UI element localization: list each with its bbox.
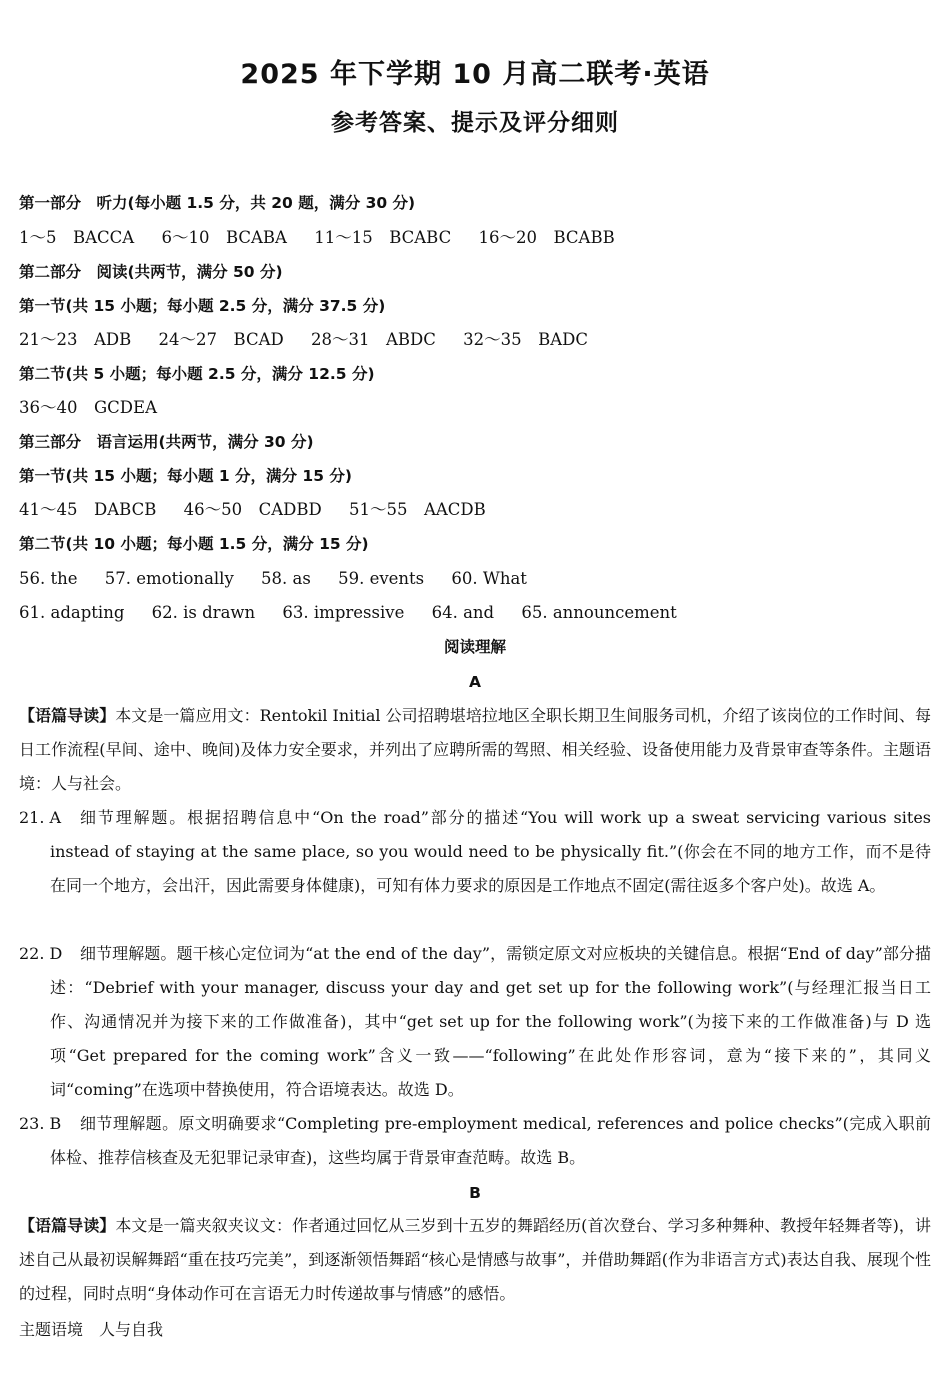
- explanation-text: 细节理解题。根据招聘信息中“On the road”部分的描述“You will work up a sweat servicing various sites instead of staying at the same place, so you would need to be physically fit.”(你会在不同的地方工作，而不是待在同一个地方，会出汗，因此需要身体健康)，可知有体力要求的原因是工作地点不固定(需往返多个客户处)。故选 A。: [50, 808, 931, 895]
- passage-b-guide: [19, 1209, 931, 1311]
- part3-sec1-heading: 第一节(共 15 小题；每小题 1 分，满分 15 分): [19, 467, 352, 485]
- question-number: 23. B: [19, 1114, 62, 1133]
- guide-heading: 【语篇导读】: [19, 1216, 116, 1235]
- question-number: 22. D: [19, 944, 63, 963]
- answer-group: 24～27 BCAD: [158, 330, 284, 349]
- explanation-text: 细节理解题。题干核心定位词为“at the end of the day”，需锁定原文对应板块的关键信息。根据“End of day”部分描述：“Debrief with your manager, discuss your day and get set up for the following work”(与经理汇报当日工作、沟通情况并为接下来的工作做准备)，其中“get set up for the following work”(为接下来的工作做准备)与 D 选项“Get prepared for the coming work”含义一致——“following”在此处作形容词，意为“接下来的”，其同义词“coming”在选项中替换使用，符合语境表达。故选 D。: [50, 944, 931, 1099]
- answer-group: 46～50 CADBD: [183, 500, 322, 519]
- part2-sec1-answers: [19, 330, 931, 350]
- answer-group: 16～20 BCABB: [478, 228, 615, 247]
- reading-section-title: 阅读理解: [443, 638, 506, 656]
- answer-item: 65. announcement: [521, 603, 677, 622]
- page-subtitle: 参考答案、提示及评分细则: [331, 110, 619, 136]
- answer-item: 62. is drawn: [151, 603, 256, 622]
- part2-sec2-answers: [19, 398, 931, 418]
- guide-text: 本文是一篇应用文：Rentokil Initial 公司招聘堪培拉地区全职长期卫生间服务司机，介绍了该岗位的工作时间、每日工作流程(早间、途中、晚间)及体力安全要求，并列出了应聘所需的驾照、相关经验、设备使用能力及背景审查等条件。主题语境：人与社会。: [19, 706, 931, 793]
- part3-heading: 第三部分 语言运用(共两节，满分 30 分): [19, 433, 314, 451]
- answer-item: 64. and: [431, 603, 495, 622]
- question-number: 21. A: [19, 808, 62, 827]
- part2-heading: 第二部分 阅读(共两节，满分 50 分): [19, 263, 283, 281]
- passage-b-theme: 主题语境 人与自我: [19, 1320, 164, 1339]
- part1-answers: [19, 228, 931, 248]
- answer-group: 28～31 ABDC: [310, 330, 436, 349]
- guide-text: 本文是一篇夹叙夹议文：作者通过回忆从三岁到十五岁的舞蹈经历(首次登台、学习多种舞种、教授年轻舞者等)，讲述自己从最初误解舞蹈“重在技巧完美”，到逐渐领悟舞蹈“核心是情感与故事”，并借助舞蹈(作为非语言方式)表达自我、展现个性的过程，同时点明“身体动作可在言语无力时传递故事与情感”的感悟。: [19, 1216, 931, 1303]
- answer-group: 6～10 BCABA: [161, 228, 287, 247]
- answer-item: 63. impressive: [282, 603, 405, 622]
- part3-sec2-answers-line1: [19, 569, 931, 589]
- part3-sec2-answers-line2: [19, 603, 931, 623]
- answer-explanation-22: [19, 937, 931, 1107]
- passage-b-label: B: [469, 1184, 481, 1202]
- answer-explanation-23: [19, 1107, 931, 1175]
- passage-a-guide: [19, 699, 931, 801]
- guide-heading: 【语篇导读】: [19, 706, 116, 725]
- answer-group: 51～55 AACDB: [348, 500, 486, 519]
- answer-group: 11～15 BCABC: [314, 228, 452, 247]
- part1-heading: 第一部分 听力(每小题 1.5 分，共 20 题，满分 30 分): [19, 194, 416, 212]
- answer-item: 56. the: [19, 569, 78, 588]
- answer-group: 21～23 ADB: [19, 330, 132, 349]
- answer-group: 1～5 BACCA: [19, 228, 135, 247]
- answer-group: 41～45 DABCB: [19, 500, 157, 519]
- part3-sec2-heading: 第二节(共 10 小题；每小题 1.5 分，满分 15 分): [19, 535, 369, 553]
- answer-item: 60. What: [451, 569, 527, 588]
- answer-explanation-21: [19, 801, 931, 903]
- answer-item: 61. adapting: [19, 603, 125, 622]
- part2-sec2-heading: 第二节(共 5 小题；每小题 2.5 分，满分 12.5 分): [19, 365, 375, 383]
- part3-sec1-answers: [19, 500, 931, 520]
- explanation-text: 细节理解题。原文明确要求“Completing pre-employment medical, references and police checks”(完成入职前体检、推荐信核查及无犯罪记录审查)，这些均属于背景审查范畴。故选 B。: [50, 1114, 931, 1167]
- part2-sec1-heading: 第一节(共 15 小题；每小题 2.5 分，满分 37.5 分): [19, 297, 386, 315]
- passage-a-label: A: [469, 673, 481, 691]
- answer-group: 36～40 GCDEA: [19, 398, 157, 417]
- answer-item: 58. as: [261, 569, 311, 588]
- answer-group: 32～35 BADC: [463, 330, 588, 349]
- answer-item: 59. events: [338, 569, 425, 588]
- answer-item: 57. emotionally: [104, 569, 234, 588]
- page-title: 2025 年下学期 10 月高二联考·英语: [240, 59, 710, 90]
